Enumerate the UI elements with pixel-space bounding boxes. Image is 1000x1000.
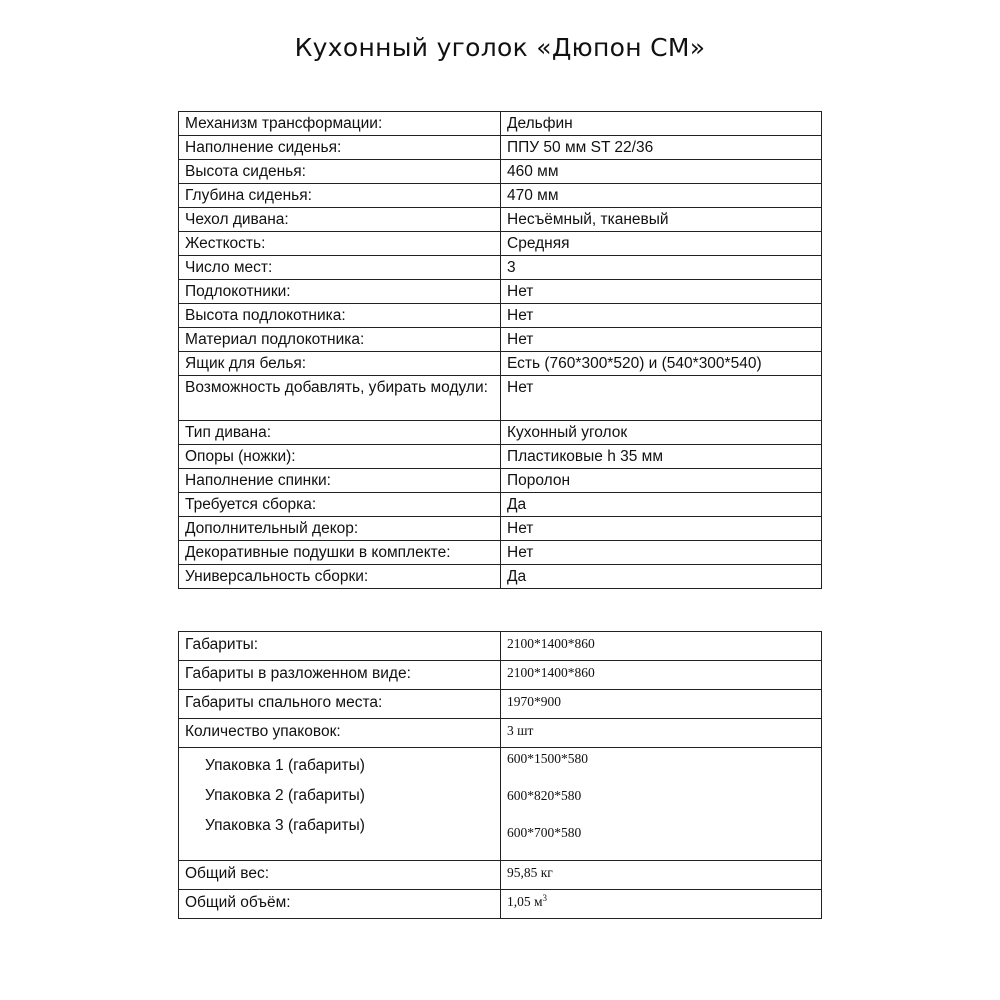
row-value: Нет [501, 541, 822, 565]
row-label: Габариты: [179, 632, 501, 661]
weight-label: Общий вес: [179, 861, 501, 890]
row-label: Требуется сборка: [179, 493, 501, 517]
row-value: 1970*900 [501, 690, 822, 719]
package-labels [179, 748, 501, 861]
table-row [179, 493, 822, 517]
row-label: Число мест: [179, 256, 501, 280]
table-row [179, 890, 822, 919]
table-row [179, 112, 822, 136]
table-row [179, 632, 822, 661]
row-value: Да [501, 493, 822, 517]
table-row [179, 469, 822, 493]
row-value: 470 мм [501, 184, 822, 208]
row-value: Нет [501, 376, 822, 421]
spec-table [178, 111, 822, 589]
packages-row [179, 748, 822, 861]
package-values [501, 748, 822, 861]
row-label: Материал подлокотника: [179, 328, 501, 352]
row-label: Опоры (ножки): [179, 445, 501, 469]
row-value: Дельфин [501, 112, 822, 136]
table-row [179, 352, 822, 376]
table-row [179, 541, 822, 565]
row-value: Нет [501, 304, 822, 328]
row-label: Ящик для белья: [179, 352, 501, 376]
row-value: 2100*1400*860 [501, 661, 822, 690]
row-label: Глубина сиденья: [179, 184, 501, 208]
row-value: 3 шт [501, 719, 822, 748]
table-row [179, 208, 822, 232]
row-label: Наполнение сиденья: [179, 136, 501, 160]
row-value: 2100*1400*860 [501, 632, 822, 661]
table-row [179, 690, 822, 719]
package-label: Упаковка 2 (габариты) [205, 787, 365, 804]
package-label: Упаковка 1 (габариты) [205, 757, 365, 774]
row-label: Габариты спального места: [179, 690, 501, 719]
table-row [179, 136, 822, 160]
row-value: ППУ 50 мм ST 22/36 [501, 136, 822, 160]
row-label: Декоративные подушки в комплекте: [179, 541, 501, 565]
row-label: Механизм трансформации: [179, 112, 501, 136]
row-value: Нет [501, 280, 822, 304]
row-value: Средняя [501, 232, 822, 256]
row-label: Дополнительный декор: [179, 517, 501, 541]
row-label: Чехол дивана: [179, 208, 501, 232]
table-row [179, 256, 822, 280]
volume-number: 1,05 м [507, 894, 543, 909]
table-row [179, 861, 822, 890]
row-value: Нет [501, 328, 822, 352]
row-label: Подлокотники: [179, 280, 501, 304]
volume-label: Общий объём: [179, 890, 501, 919]
row-label: Высота подлокотника: [179, 304, 501, 328]
package-value: 600*1500*580 [507, 751, 588, 766]
table-row [179, 160, 822, 184]
weight-value: 95,85 кг [501, 861, 822, 890]
dimensions-table [178, 631, 822, 919]
table-row [179, 232, 822, 256]
table-row [179, 184, 822, 208]
table-row [179, 661, 822, 690]
row-label: Габариты в разложенном виде: [179, 661, 501, 690]
row-value: Кухонный уголок [501, 421, 822, 445]
table-row [179, 719, 822, 748]
package-label: Упаковка 3 (габариты) [205, 817, 365, 834]
table-row [179, 328, 822, 352]
table-row [179, 421, 822, 445]
volume-value [501, 890, 822, 919]
row-value: Поролон [501, 469, 822, 493]
row-value: Нет [501, 517, 822, 541]
table-row [179, 445, 822, 469]
table-row [179, 280, 822, 304]
row-label: Высота сиденья: [179, 160, 501, 184]
row-label: Возможность добавлять, убирать модули: [179, 376, 501, 421]
package-value: 600*820*580 [507, 788, 582, 803]
row-label: Тип дивана: [179, 421, 501, 445]
table-row [179, 376, 822, 421]
row-value: Есть (760*300*520) и (540*300*540) [501, 352, 822, 376]
row-label: Количество упаковок: [179, 719, 501, 748]
page-title: Кухонный уголок «Дюпон СМ» [294, 33, 706, 62]
table-row [179, 304, 822, 328]
row-value: Пластиковые h 35 мм [501, 445, 822, 469]
volume-unit-superscript: 3 [542, 893, 548, 903]
row-value: Несъёмный, тканевый [501, 208, 822, 232]
row-value: 3 [501, 256, 822, 280]
table-row [179, 565, 822, 589]
row-label: Жесткость: [179, 232, 501, 256]
row-label: Универсальность сборки: [179, 565, 501, 589]
row-value: 460 мм [501, 160, 822, 184]
row-value: Да [501, 565, 822, 589]
package-value: 600*700*580 [507, 825, 582, 840]
row-label: Наполнение спинки: [179, 469, 501, 493]
table-row [179, 517, 822, 541]
